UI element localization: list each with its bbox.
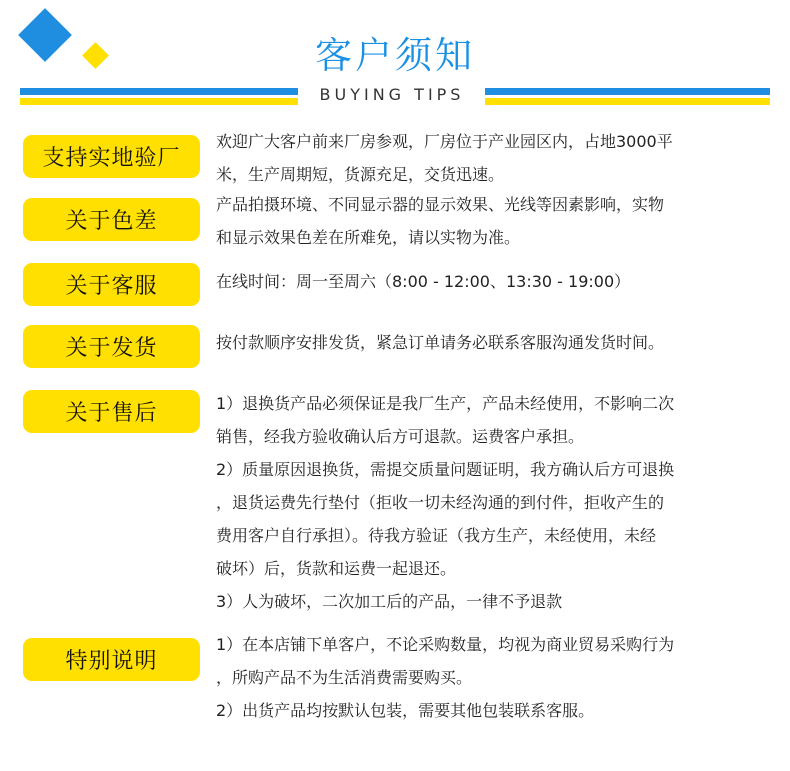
header-band-right-blue — [485, 88, 770, 95]
content-line: 2）出货产品均按默认包装，需要其他包装联系客服。 — [216, 701, 595, 720]
section-content-shipping — [216, 326, 756, 359]
content-line: 产品拍摄环境、不同显示器的显示效果、光线等因素影响，实物 — [216, 195, 665, 214]
content-line: 在线时间：周一至周六（8:00 - 12:00、13:30 - 19:00） — [216, 272, 631, 291]
section-content-special-notes — [216, 628, 756, 727]
section-label-color-difference: 关于色差 — [23, 198, 200, 241]
content-line: 3）人为破坏，二次加工后的产品，一律不予退款 — [216, 592, 563, 611]
content-line: 欢迎广大客户前来厂房参观，厂房位于产业园区内，占地3000平 — [216, 132, 673, 151]
content-line: 1）在本店铺下单客户，不论采购数量，均视为商业贸易采购行为 — [216, 635, 675, 654]
header-band-right-yellow — [485, 98, 770, 105]
section-label-factory-visit: 支持实地验厂 — [23, 135, 200, 178]
header-band-left-blue — [20, 88, 298, 95]
content-line: ，所购产品不为生活消费需要购买。 — [216, 668, 473, 687]
content-line: 按付款顺序安排发货，紧急订单请务必联系客服沟通发货时间。 — [216, 333, 665, 352]
content-line: 破坏）后，货款和运费一起退还。 — [216, 559, 457, 578]
content-line: 费用客户自行承担）。待我方验证（我方生产，未经使用，未经 — [216, 526, 657, 545]
section-label-special-notes: 特别说明 — [23, 638, 200, 681]
section-content-factory-visit — [216, 125, 756, 191]
section-content-color-difference — [216, 188, 756, 254]
header-band-left-yellow — [20, 98, 298, 105]
content-line: ，退货运费先行垫付（拒收一切未经沟通的到付件，拒收产生的 — [216, 493, 665, 512]
content-line: 和显示效果色差在所难免，请以实物为准。 — [216, 228, 521, 247]
page-subtitle: BUYING TIPS — [319, 85, 465, 104]
section-content-customer-service — [216, 265, 756, 298]
section-content-after-sales — [216, 387, 756, 618]
section-label-after-sales: 关于售后 — [23, 390, 200, 433]
content-line: 2）质量原因退换货，需提交质量问题证明，我方确认后方可退换 — [216, 460, 675, 479]
content-line: 销售，经我方验收确认后方可退款。运费客户承担。 — [216, 427, 585, 446]
content-line: 1）退换货产品必须保证是我厂生产，产品未经使用，不影响二次 — [216, 394, 675, 413]
section-label-customer-service: 关于客服 — [23, 263, 200, 306]
content-line: 米，生产周期短，货源充足，交货迅速。 — [216, 165, 505, 184]
section-label-shipping: 关于发货 — [23, 325, 200, 368]
page-title: 客户须知 — [315, 34, 475, 77]
